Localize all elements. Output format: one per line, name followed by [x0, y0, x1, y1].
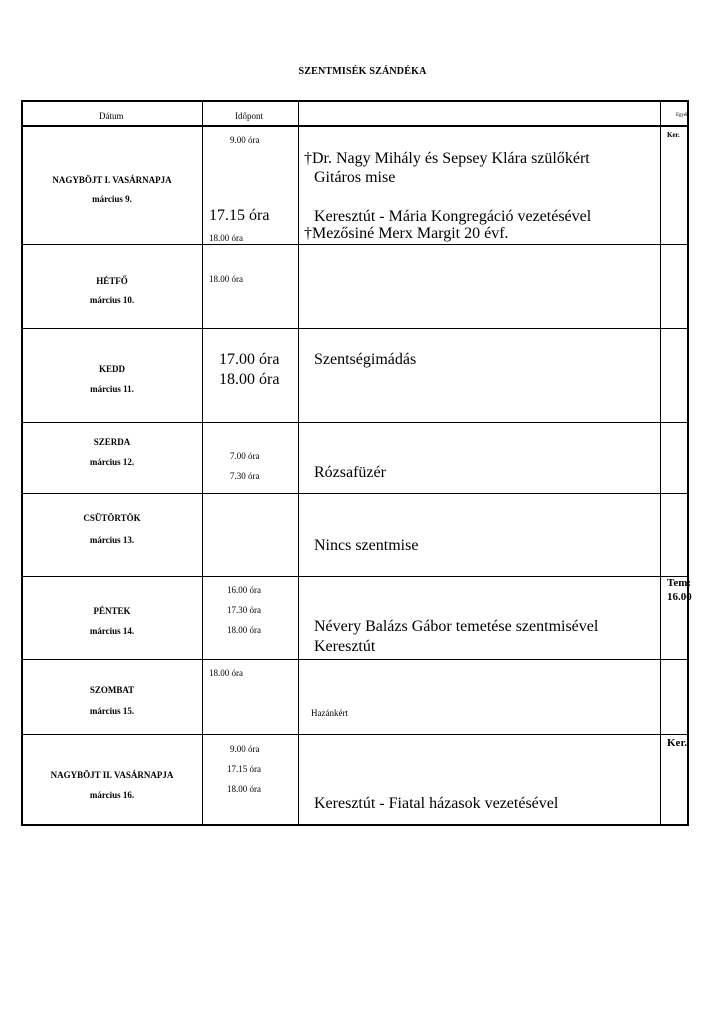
mass-time: 18.00 óra [209, 274, 243, 284]
intentions-table [21, 100, 692, 826]
mass-time: 18.00 óra [227, 625, 261, 635]
column-divider [298, 102, 299, 824]
header-other: Egyéb [676, 113, 689, 118]
mass-time: 9.00 óra [230, 135, 260, 145]
row-divider [23, 493, 687, 494]
row-divider [23, 125, 687, 127]
intention-text: Gitáros mise [314, 169, 396, 186]
day-name: SZERDA [93, 437, 131, 447]
mass-time: 17.00 óra [219, 351, 280, 368]
column-divider [660, 102, 661, 824]
day-date: március 9. [92, 194, 132, 204]
other-note: Ker. [667, 131, 680, 139]
mass-time: 18.00 óra [219, 371, 280, 388]
day-name: SZOMBAT [89, 685, 135, 695]
page-title: SZENTMISÉK SZÁNDÉKA [298, 66, 427, 77]
day-date: március 16. [89, 790, 135, 800]
row-divider [23, 734, 687, 735]
intention-text: Hazánkért [311, 708, 348, 718]
row-divider [23, 659, 687, 660]
day-name: KEDD [98, 364, 125, 374]
row-divider [23, 244, 687, 245]
day-date: március 12. [89, 457, 135, 467]
mass-time: 18.00 óra [227, 784, 261, 794]
mass-time: 17.15 óra [227, 764, 261, 774]
day-date: március 11. [90, 384, 134, 394]
intention-text: Keresztút - Mária Kongregáció vezetésével [314, 208, 592, 225]
row-divider [23, 328, 687, 329]
day-date: március 13. [89, 535, 135, 545]
intention-text: Keresztút - Fiatal házasok vezetésével [314, 795, 559, 812]
day-name: NAGYBÖJT II. VASÁRNAPJA [50, 770, 174, 780]
mass-time: 17.30 óra [227, 605, 261, 615]
day-name: PÉNTEK [93, 606, 131, 616]
mass-time: 18.00 óra [209, 668, 243, 678]
day-date: március 10. [89, 295, 135, 305]
intention-text: †Mezősiné Merx Margit 20 évf. [304, 225, 509, 242]
mass-time: 16.00 óra [227, 585, 261, 595]
column-divider [202, 102, 203, 824]
intention-text: Keresztút [314, 638, 376, 655]
header-time: Időpont [235, 111, 263, 121]
day-name: HÉTFŐ [96, 276, 128, 286]
day-name: NAGYBÖJT I. VASÁRNAPJA [52, 175, 172, 185]
intention-text: †Dr. Nagy Mihály és Sepsey Klára szülőkért [304, 150, 590, 167]
intention-text: Névery Balázs Gábor temetése szentmisével [314, 618, 599, 635]
other-note: Tem: [667, 577, 692, 589]
day-name: CSÜTÖRTÖK [83, 513, 141, 523]
intention-text: Nincs szentmise [314, 537, 419, 554]
mass-time: 7.00 óra [230, 451, 260, 461]
mass-time: 9.00 óra [230, 744, 260, 754]
mass-time: 7.30 óra [230, 471, 260, 481]
day-date: március 15. [89, 706, 135, 716]
other-note: 16.00 [667, 591, 692, 603]
row-divider [23, 576, 687, 577]
intention-text: Szentségimádás [314, 351, 417, 368]
day-date: március 14. [89, 626, 135, 636]
mass-time: 17.15 óra [209, 207, 270, 224]
mass-time: 18.00 óra [209, 233, 243, 243]
intention-text: Rózsafüzér [314, 464, 386, 481]
row-divider [23, 422, 687, 423]
other-note: Ker. [667, 737, 688, 749]
header-date: Dátum [99, 111, 124, 121]
